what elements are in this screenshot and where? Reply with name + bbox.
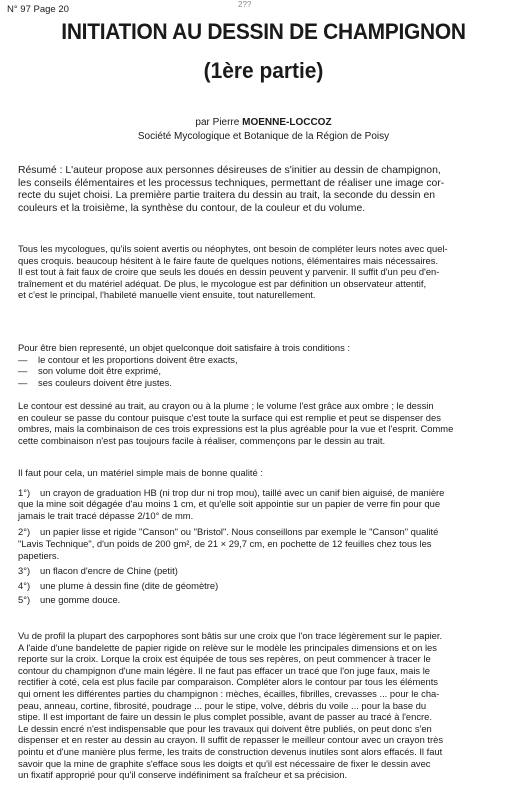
paragraph-line: A l'aide d'une bandelette de papier rigide on relève sur le modèle les principales dimensions et on les	[18, 641, 437, 653]
paragraph-line: peau, anneau, cortine, fibrosité, poudrage ... pour le stipe, volve, débris du voile ... pour la base du	[18, 699, 427, 711]
paragraph-line: rectifier à coté, cela est plus facile par comparaison. Compléter alors le contour par tous les éléments	[18, 676, 438, 688]
paragraph-line: Le contour est dessiné au trait, au crayon ou à la plume ; le volume l'est grâce aux ombre ; le dessin	[18, 400, 434, 411]
abstract-line: couleurs et la troisième, la synthèse du contour, de la couleur et du volume.	[18, 202, 366, 214]
author-name: MOENNE-LOCCOZ	[242, 117, 332, 128]
author-society: Société Mycologique et Botanique de la Région de Poisy	[137, 131, 390, 142]
paragraph-line: contour du champignon d'une main légère. Il ne faut pas effacer un tracé que l'on juge faux, mais le	[18, 664, 431, 676]
paragraph-line: en couleur se passe du contour puisque c'est toute la surface qui est remplie et peut se dispenser des	[18, 411, 441, 423]
conditions-intro: Pour être bien representé, un objet quelconque doit satisfaire à trois conditions :	[18, 342, 350, 353]
material-item: 2°) un papier lisse et rigide "Canson" ou "Bristol". Nous conseillons par exemple le "Canson" qualité	[18, 526, 439, 538]
paragraph-line: dispenser et en rester au dessin au crayon. Il suffit de repasser le meilleur contour avec un crayon très	[18, 734, 444, 746]
paragraph-line: reporte sur la croix. Lorque la croix est équipée de tous ses repères, on peut commencer à tracer le	[18, 653, 431, 665]
paragraph-line: ques croquis. beaucoup hésitent à le faire faute de quelques notions, élémentaires mais nécessaires.	[18, 254, 439, 266]
conditions-section	[18, 342, 524, 388]
paragraph-line: savoir que la mine de graphite s'efface sous les doigts et qu'il est nécessaire de fixer le dessin avec	[18, 757, 431, 769]
paragraph-line: cette combinaison n'est pas toujours facile à réaliser, commençons par le dessin au trait.	[18, 434, 386, 446]
author-prefix: par Pierre	[195, 117, 243, 128]
paragraph-line: Le dessin encré n'est indispensable que pour les travaux qui doivent être publiés, on peut donc s'en	[18, 722, 432, 734]
handwritten-mark: 2??	[238, 0, 252, 9]
materials-intro: Il faut pour cela, un matériel simple mais de bonne qualité :	[18, 467, 263, 478]
paragraph-line: ombres, mais la combinaison de ces trois expressions est la plus agréable pour la vue et l'esprit. Comme	[18, 423, 454, 435]
condition-item: — le contour et les proportions doivent être exacts,	[18, 353, 238, 365]
material-line: jamais le trait tracé dépasse 2/10° de mm.	[18, 509, 194, 521]
paragraph-line: qui ornent les différentes parties du champignon : mèches, écailles, fibrilles, crevasses ... pour le cha-	[18, 687, 440, 699]
page-header: N° 97 Page 20	[7, 4, 69, 15]
material-item: 3°) un flacon d'encre de Chine (petit)	[18, 565, 178, 577]
abstract-line: les conseils élémentaires et les processus techniques, permettant de réaliser une image cor-	[18, 177, 445, 189]
paragraph-line: stipe. Il est important de faire un dessin le plus complet possible, avant de passer au tracé à l'encre.	[18, 711, 432, 723]
abstract-line: Résumé : L'auteur propose aux personnes désireuses de s'initier au dessin de champignon,	[18, 165, 441, 176]
paragraph-intro	[18, 243, 524, 301]
condition-item: — son volume doit être exprimé,	[18, 365, 161, 377]
abstract	[18, 165, 524, 215]
paragraph-line: et c'est le principal, l'habileté manuelle vient ensuite, tout naturellement.	[18, 289, 316, 301]
title-line-2: (1ère partie)	[203, 58, 324, 83]
paragraph-line: pointu et d'une manière plus ferme, les traits de construction devenus inutiles sont alors effacés. Il faut	[18, 745, 443, 757]
paragraph-line: un fixatif approprié pour qu'il conserve indéfiniment sa fraîcheur et sa précision.	[18, 769, 348, 781]
paragraph-method	[18, 630, 524, 781]
materials-section	[18, 467, 524, 606]
material-line: "Lavis Technique", d'un poids de 200 gm², de 21 × 29,7 cm, en pochette de 12 feuilles chez tous les	[18, 537, 432, 549]
abstract-line: recte du sujet choisi. La première partie traitera du dessin au trait, la seconde du dessin en	[18, 190, 436, 202]
author-line	[0, 117, 527, 128]
paragraph-contour	[18, 400, 524, 446]
paragraph-line: Il est tout à fait faux de croire que seuls les doués en dessin peuvent y parvenir. Il suffit d'un peu d'en-	[18, 266, 440, 278]
material-line: papetiers.	[18, 549, 60, 561]
condition-item: — ses couleurs doivent être justes.	[18, 376, 172, 388]
material-item: 1°) un crayon de graduation HB (ni trop dur ni trop mou), taillé avec un canif bien aiguisé, de manière	[18, 486, 445, 498]
paragraph-line: Vu de profil la plupart des carpophores sont bâtis sur une croix que l'on trace légèrement sur le papier.	[18, 630, 443, 641]
title-line-1: INITIATION AU DESSIN DE CHAMPIGNON	[61, 19, 466, 44]
paragraph-line: traînement et du matériel adéquat. De plus, le mycologue est par définition un observateur attentif,	[18, 277, 427, 289]
paragraph-line: Tous les mycologues, qu'ils soient avertis ou néophytes, ont besoin de compléter leurs notes avec quel-	[18, 243, 448, 254]
material-line: que la mine soit dégagée d'au moins 1 cm, et qu'elle soit appointie sur un papier de verre fin pour que	[18, 498, 441, 510]
material-item: 5°) une gomme douce.	[18, 594, 121, 606]
material-item: 4°) une plume à dessin fine (dite de géomètre)	[18, 579, 219, 591]
